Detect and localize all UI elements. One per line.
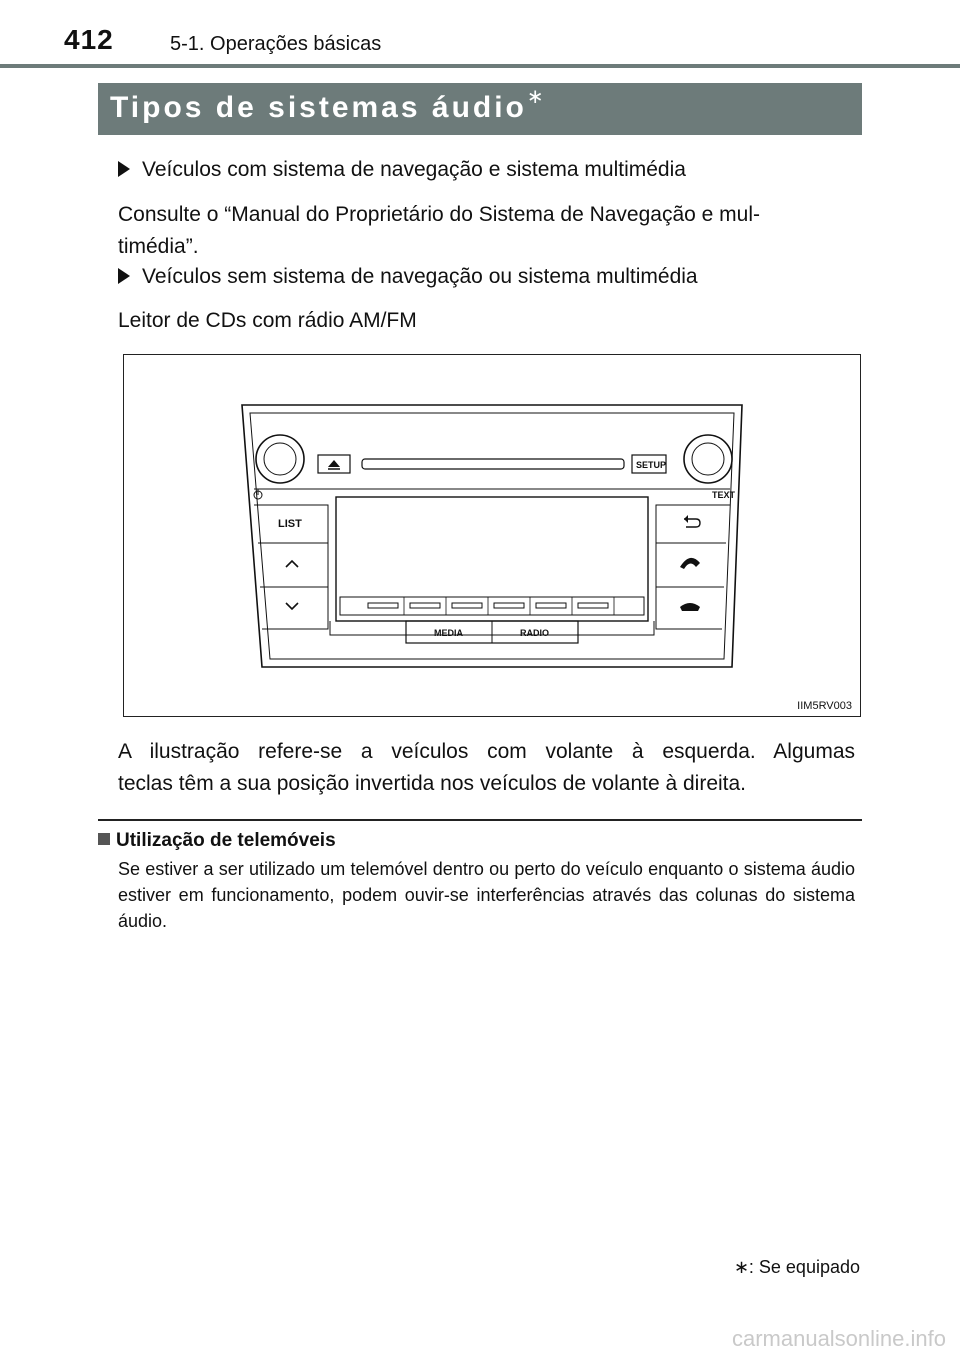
bullet-text: Veículos com sistema de navegação e sistema multimédia bbox=[142, 158, 686, 181]
down-arrow-icon bbox=[286, 603, 298, 609]
bullet-with-navigation bbox=[118, 158, 686, 182]
tune-knob bbox=[684, 435, 732, 483]
bullet-text: Veículos sem sistema de navegação ou sistema multimédia bbox=[142, 265, 698, 288]
page-number: 412 bbox=[64, 24, 114, 55]
phone-on-hook-icon bbox=[680, 558, 700, 569]
watermark: carmanualsonline.info bbox=[731, 1326, 946, 1351]
paragraph-line: teclas têm a sua posição invertida nos veículos de volante à direita. bbox=[118, 772, 747, 795]
display-screen bbox=[336, 497, 648, 621]
volume-knob bbox=[256, 435, 304, 483]
eject-icon bbox=[328, 460, 340, 467]
radio-label: RADIO bbox=[520, 628, 549, 638]
equipped-marker: ∗ bbox=[526, 86, 544, 108]
footnote-text: : Se equipado bbox=[748, 1257, 860, 1277]
footnote bbox=[734, 1257, 860, 1278]
paragraph-consult-manual bbox=[118, 199, 760, 263]
paragraph-line: timédia”. bbox=[118, 235, 199, 258]
section-divider bbox=[98, 819, 862, 821]
bullet-without-navigation bbox=[118, 265, 698, 289]
text-label: TEXT bbox=[712, 490, 736, 500]
note-heading bbox=[98, 830, 336, 852]
triangle-bullet-icon bbox=[118, 268, 130, 284]
title-band bbox=[98, 83, 862, 135]
note-heading-text: Utilização de telemóveis bbox=[116, 830, 336, 851]
radio-illustration bbox=[123, 354, 861, 717]
page-title-text: Tipos de sistemas áudio bbox=[110, 91, 527, 124]
cd-slot bbox=[362, 459, 624, 469]
media-label: MEDIA bbox=[434, 628, 463, 638]
list-label: LIST bbox=[278, 518, 302, 530]
square-bullet-icon bbox=[98, 833, 110, 845]
figure-code: IIM5RV003 bbox=[797, 700, 852, 712]
triangle-bullet-icon bbox=[118, 161, 130, 177]
header-rule bbox=[0, 64, 960, 68]
paragraph-cd-player: Leitor de CDs com rádio AM/FM bbox=[118, 309, 417, 332]
paragraph-line: Consulte o “Manual do Proprietário do Sistema de Navegação e mul- bbox=[118, 203, 761, 226]
phone-off-hook-icon bbox=[680, 603, 700, 611]
up-arrow-icon bbox=[286, 561, 298, 567]
setup-label: SETUP bbox=[636, 460, 667, 470]
radio-unit-drawing bbox=[124, 355, 860, 716]
section-title: 5-1. Operações básicas bbox=[170, 33, 382, 55]
footnote-marker: ∗ bbox=[733, 1257, 749, 1277]
note-text: Se estiver a ser utilizado um telemóvel dentro ou perto do veículo enquanto o sistema áudio estiver em funcionamento, podem ouvir-se interferências através das colunas do sistema áudio. bbox=[118, 859, 855, 931]
page-title bbox=[110, 86, 544, 125]
preset-buttons bbox=[368, 597, 614, 615]
paragraph-line: A ilustração refere-se a veículos com volante à esquerda. Algumas bbox=[118, 740, 855, 763]
paragraph-illustration-note bbox=[118, 736, 855, 800]
